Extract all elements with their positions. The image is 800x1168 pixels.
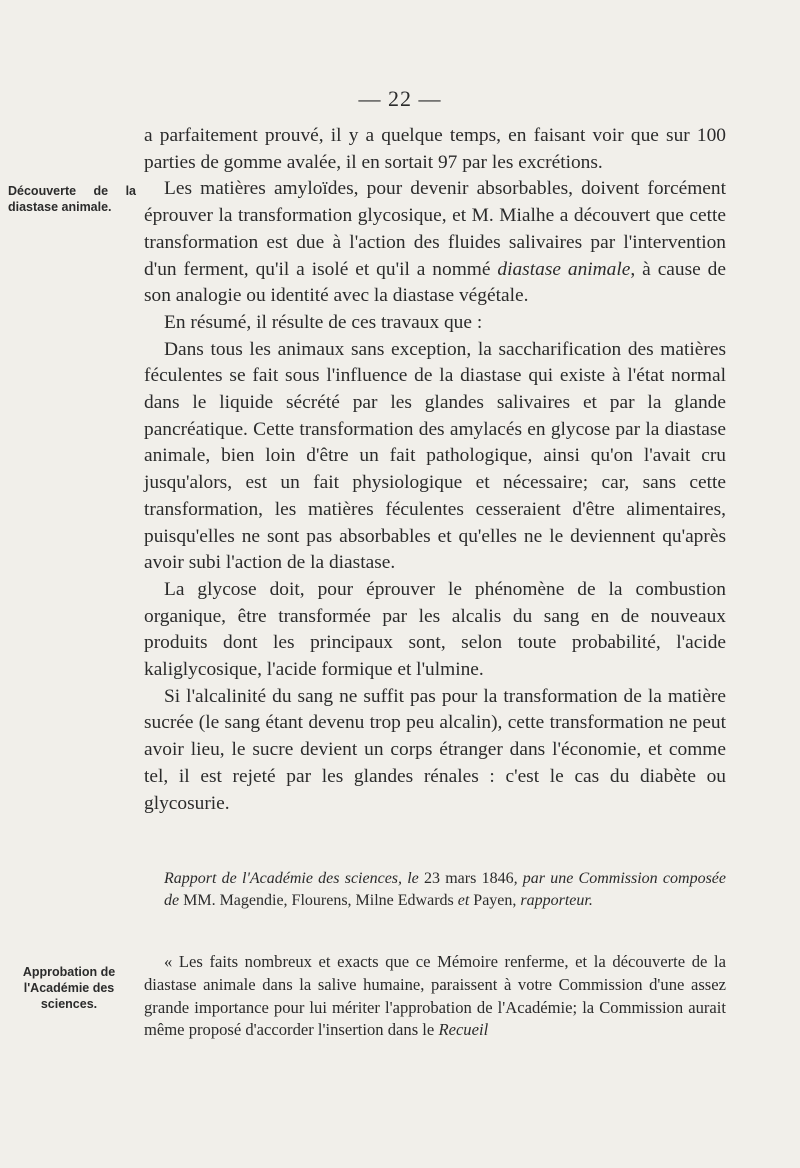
report-citation <box>144 868 726 912</box>
paragraph-3: En résumé, il résulte de ces travaux que : <box>164 311 483 333</box>
paragraph-1: a parfaitement prouvé, il y a quelque temps, en faisant voir que sur 100 parties de gomme avalée, il en sortait 97 par les excrétions. <box>144 125 726 173</box>
paragraph-2-start: Les matières amyloïdes, pour devenir absorbables, doivent forcément éprouver la transformation glycosique, et M. Mialhe a découvert que cette transformation est due à l'action des fluides salivaires par l'intervention d'un ferment, qu'il a isolé et qu'il a nommé <box>144 178 726 280</box>
paragraph-2-italic: diastase animale <box>497 258 631 280</box>
academy-quote <box>144 951 726 1042</box>
report-date: 23 mars 1846 <box>424 870 514 887</box>
report-names-2: Payen, <box>469 892 521 909</box>
quote-italic-end: Recueil <box>438 1020 489 1040</box>
report-part-1: Rapport de l'Académie des sciences, le <box>164 870 425 887</box>
main-text <box>144 123 726 817</box>
report-part-2: , par une Commission composée de <box>164 870 726 909</box>
report-part-3: et <box>457 892 470 909</box>
margin-note-decouverte: Découverte de la diastase animale. <box>8 184 136 214</box>
paragraph-4: Dans tous les animaux sans exception, la saccharification des matières féculentes se fait sous l'influence de la diastase qui existe à l'état normal dans le liquide sécrété par les glandes salivaires et par la glande pancréatique. Cette transformation des amylacés en glycose par la diastase animale, bien loin d'être un fait pathologique, ainsi qu'on l'avait cru jusqu'alors, est un fait physiologique et nécessaire; car, sans cette transformation, les matières féculentes cesseraient d'être alimentaires, puisqu'elles ne sont pas absorbables et qu'elles ne le deviennent qu'après avoir subi l'action de la diastase. <box>144 338 726 574</box>
margin-note-approbation: Approbation de l'Académie des sciences. <box>22 965 116 1011</box>
report-names-1: MM. Magendie, Flourens, Milne Edwards <box>183 892 458 909</box>
paragraph-2-end: , à cause de son analogie ou identité avec la diastase végétale. <box>144 258 726 307</box>
paragraph-2 <box>144 176 726 310</box>
paragraph-5: La glycose doit, pour éprouver le phénomène de la combustion organique, être transformée par les alcalis du sang en de nouveaux produits dont les principaux sont, selon toute probabilité, l'acide kaliglycosique, l'acide formique et l'ulmine. <box>144 578 726 681</box>
paragraph-6: Si l'alcalinité du sang ne suffit pas pour la transformation de la matière sucrée (le sang étant devenu trop peu alcalin), cette transformation ne peut avoir lieu, le sucre devient un corps étranger dans l'économie, et comme tel, il est rejeté par les glandes rénales : c'est le cas du diabète ou glycosurie. <box>144 685 726 814</box>
page-number: — 22 — <box>358 86 442 111</box>
quote-text: « Les faits nombreux et exacts que ce Mémoire renferme, et la découverte de la diastase animale dans la salive humaine, paraissent à votre Commission d'une assez grande importance pour lui mériter l'approbation de l'Académie; la Commission aurait même proposé d'accorder l'insertion dans le <box>144 952 726 1040</box>
report-part-4: rapporteur. <box>520 892 593 909</box>
